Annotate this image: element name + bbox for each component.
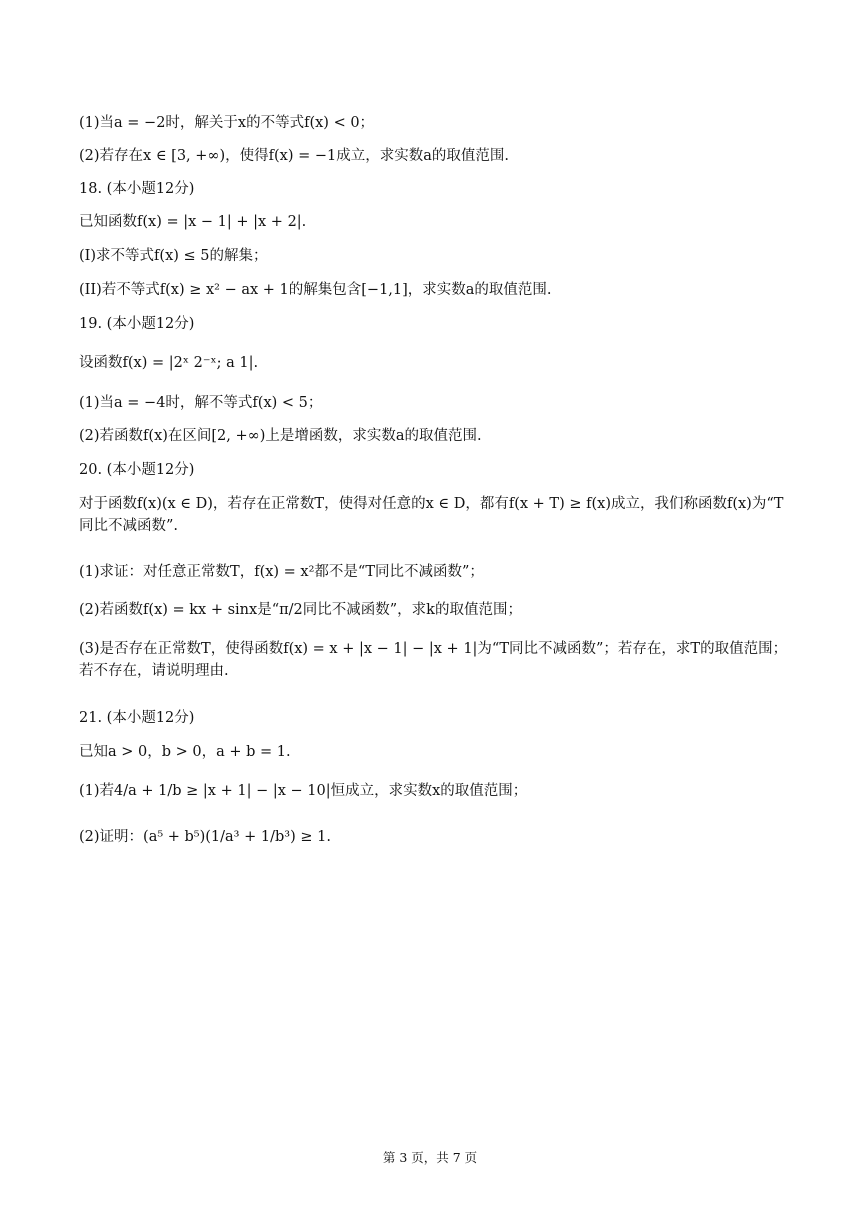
q21-stem: 已知a > 0，b > 0，a + b = 1. xyxy=(79,744,291,760)
page-footer: 第 3 页，共 7 页 xyxy=(382,1150,478,1165)
q19-header: 19. (本小题12分) xyxy=(79,316,195,332)
q21-header: 21. (本小题12分) xyxy=(79,710,195,726)
q20-stem: 对于函数f(x)(x ∈ D)，若存在正常数T，使得对任意的x ∈ D，都有f(x + T) ≥ f(x)成立，我们称函数f(x)为“T同比不减函数”. xyxy=(79,496,784,534)
q17-part1: (1)当a = −2时，解关于x的不等式f(x) < 0； xyxy=(79,115,375,131)
q19-part1: (1)当a = −4时，解不等式f(x) < 5； xyxy=(79,395,323,411)
q17-part2: (2)若存在x ∈ [3, +∞)，使得f(x) = −1成立，求实数a的取值范围. xyxy=(79,148,510,164)
q18-header: 18. (本小题12分) xyxy=(79,181,195,197)
q18-stem: 已知函数f(x) = |x − 1| + |x + 2|. xyxy=(79,214,307,230)
q20-header: 20. (本小题12分) xyxy=(79,462,195,478)
q21-part1: (1)若4/a + 1/b ≥ |x + 1| − |x − 10|恒成立，求实数x的取值范围； xyxy=(79,783,528,799)
q19-stem: 设函数f(x) = |2ˣ 2⁻ˣ; a 1|. xyxy=(79,355,259,371)
q19-part2: (2)若函数f(x)在区间[2, +∞)上是增函数，求实数a的取值范围. xyxy=(79,428,482,444)
q20-part2: (2)若函数f(x) = kx + sinx是“π/2同比不减函数”，求k的取值范围； xyxy=(79,602,522,618)
q20-part1: (1)求证：对任意正常数T，f(x) = x²都不是“T同比不减函数”； xyxy=(79,564,484,580)
q18-part1: (I)求不等式f(x) ≤ 5的解集； xyxy=(79,248,268,264)
q20-part3: (3)是否存在正常数T，使得函数f(x) = x + |x − 1| − |x + 1|为“T同比不减函数”；若存在，求T的取值范围；若不存在，请说明理由. xyxy=(79,641,788,679)
q21-part2: (2)证明：(a⁵ + b⁵)(1/a³ + 1/b³) ≥ 1. xyxy=(79,829,331,845)
q18-part2: (II)若不等式f(x) ≥ x² − ax + 1的解集包含[−1,1]，求实数a的取值范围. xyxy=(79,282,552,298)
